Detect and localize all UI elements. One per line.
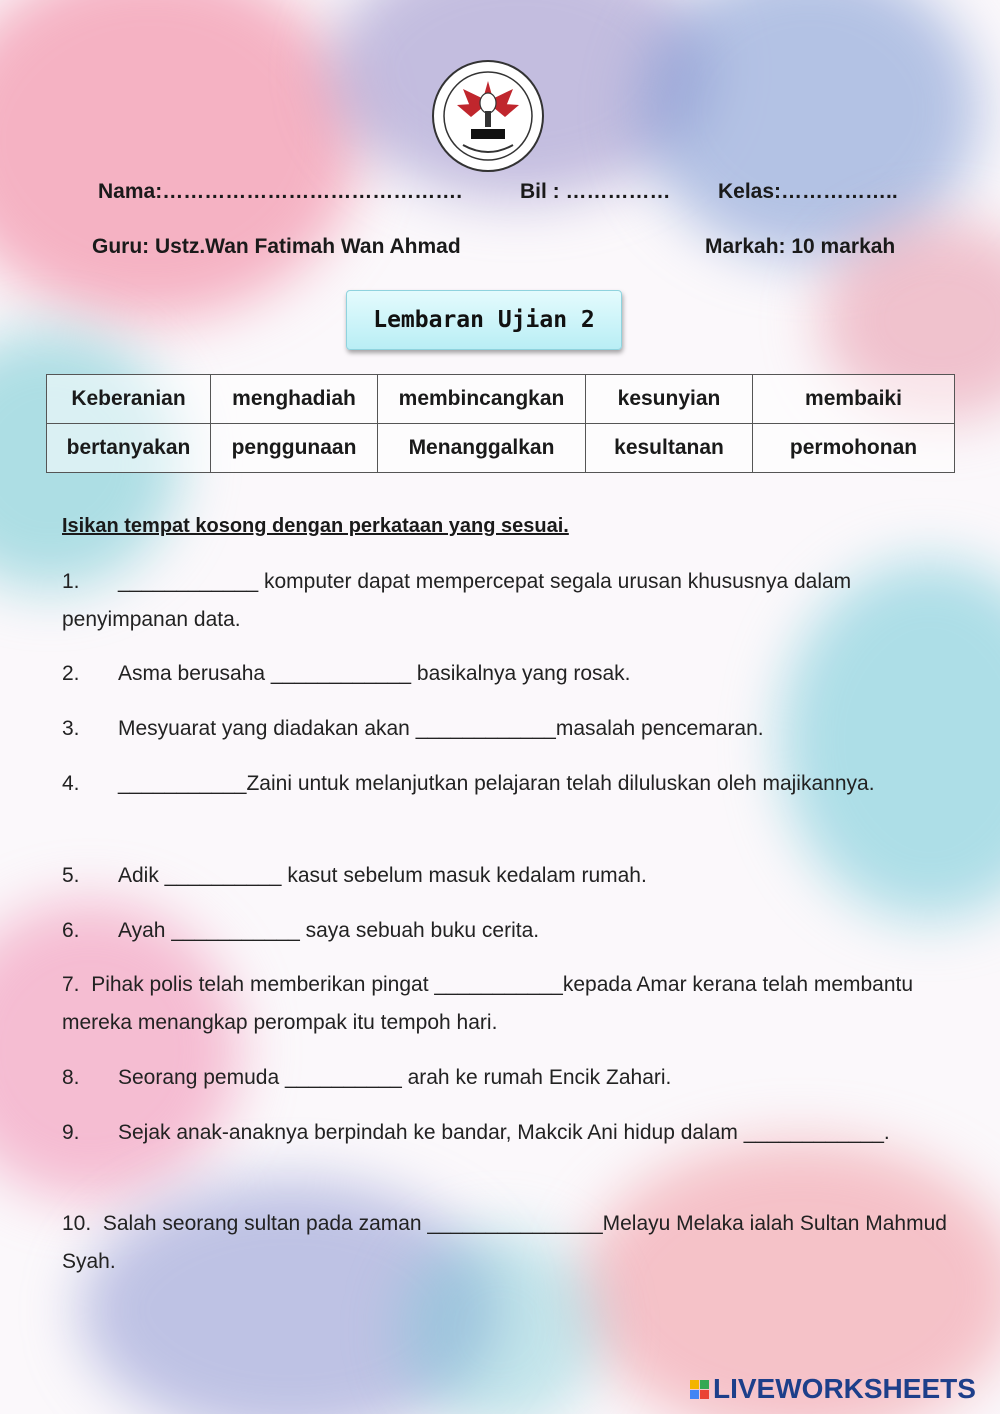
teacher-name: Guru: Ustz.Wan Fatimah Wan Ahmad xyxy=(92,235,461,258)
question-text[interactable]: ____________ komputer dapat mempercepat segala urusan khususnya dalam penyimpanan data. xyxy=(62,570,852,631)
marks-label: Markah: 10 markah xyxy=(705,235,896,258)
question-text[interactable]: Seorang pemuda __________ arah ke rumah Encik Zahari. xyxy=(118,1066,672,1089)
worksheet-title: Lembaran Ujian 2 xyxy=(346,290,622,350)
question-text[interactable]: Pihak polis telah memberikan pingat ___________kepada Amar kerana telah membantu mereka menangkap perompak itu tempoh hari. xyxy=(62,973,914,1034)
kelas-field: Kelas:…………….. xyxy=(718,180,898,203)
word-bank-cell: penggunaan xyxy=(211,424,378,473)
question-item xyxy=(62,1205,982,1281)
question-number: 3. xyxy=(62,717,80,740)
question-number: 9. xyxy=(62,1121,80,1144)
word-bank-cell: kesultanan xyxy=(586,424,753,473)
question-item xyxy=(62,857,982,895)
word-bank-row xyxy=(47,424,955,473)
word-bank-cell: Menanggalkan xyxy=(378,424,586,473)
question-text[interactable]: Sejak anak-anaknya berpindah ke bandar, Makcik Ani hidup dalam ____________. xyxy=(118,1121,890,1144)
word-bank-table xyxy=(46,374,955,473)
word-bank-cell: kesunyian xyxy=(586,375,753,424)
question-item xyxy=(62,1059,982,1097)
question-item xyxy=(62,563,982,639)
question-number: 2. xyxy=(62,662,80,685)
word-bank-row xyxy=(47,375,955,424)
question-item xyxy=(62,765,982,803)
question-text[interactable]: Adik __________ kasut sebelum masuk kedalam rumah. xyxy=(118,864,647,887)
question-number: 1. xyxy=(62,570,80,593)
question-item xyxy=(62,710,982,748)
question-item xyxy=(62,655,982,693)
question-item xyxy=(62,1114,982,1152)
school-logo-icon xyxy=(431,59,545,173)
question-number: 10. xyxy=(62,1212,92,1235)
word-bank-cell: membincangkan xyxy=(378,375,586,424)
question-text[interactable]: ___________Zaini untuk melanjutkan pelajaran telah diluluskan oleh majikannya. xyxy=(118,772,875,795)
question-number: 5. xyxy=(62,864,80,887)
word-bank-cell: menghadiah xyxy=(211,375,378,424)
question-number: 4. xyxy=(62,772,80,795)
word-bank-cell: permohonan xyxy=(753,424,955,473)
nama-field: Nama:……………………………………. xyxy=(98,180,463,203)
word-bank-cell: membaiki xyxy=(753,375,955,424)
question-text[interactable]: Ayah ___________ saya sebuah buku cerita. xyxy=(118,919,540,942)
word-bank-cell: Keberanian xyxy=(47,375,211,424)
question-number: 7. xyxy=(62,973,80,996)
word-bank-cell: bertanyakan xyxy=(47,424,211,473)
liveworksheets-brand xyxy=(690,1373,976,1405)
liveworksheets-logo-icon xyxy=(690,1380,709,1399)
question-text[interactable]: Salah seorang sultan pada zaman _______________Melayu Melaka ialah Sultan Mahmud Syah. xyxy=(62,1212,947,1273)
question-number: 8. xyxy=(62,1066,80,1089)
instruction-text: Isikan tempat kosong dengan perkataan yang sesuai. xyxy=(62,515,569,537)
bil-field: Bil : …………… xyxy=(520,180,671,203)
brand-text: LIVEWORKSHEETS xyxy=(713,1373,976,1404)
question-number: 6. xyxy=(62,919,80,942)
question-item xyxy=(62,966,982,1042)
question-text[interactable]: Asma berusaha ____________ basikalnya yang rosak. xyxy=(118,662,631,685)
question-item xyxy=(62,912,982,950)
question-text[interactable]: Mesyuarat yang diadakan akan ____________masalah pencemaran. xyxy=(118,717,764,740)
